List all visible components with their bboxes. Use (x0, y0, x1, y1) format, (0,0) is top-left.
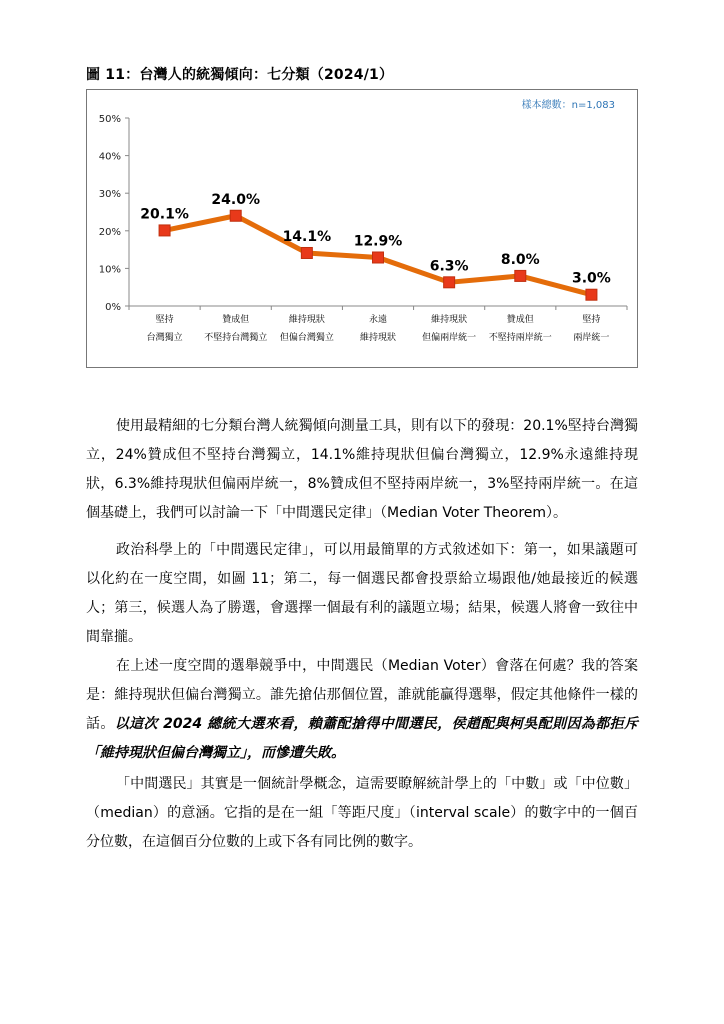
x-category-label: 維持現狀 (359, 333, 397, 343)
x-category-label: 不堅持兩岸統一 (488, 333, 552, 343)
data-label: 12.9% (353, 233, 403, 250)
paragraph-2: 政治科學上的「中間選民定律」，可以用最簡單的方式敘述如下：第一，如果議題可以化約在一度空間，如圖 11；第二，每一個選民都會投票給立場跟他/她最接近的候選人；第三，候選人為了勝選，會選擇一個最有利的議題立場；結果，候選人將會一致往中間靠攏。 (86, 542, 638, 645)
y-tick-label: 40% (98, 151, 121, 163)
data-point (159, 225, 170, 236)
x-category-label: 兩岸統一 (573, 333, 610, 343)
x-category-label: 堅持 (582, 315, 601, 325)
x-category-label: 贊成但 (506, 315, 534, 325)
paragraph-3-plain: 在上述一度空間的選舉競爭中，中間選民（Median Voter）會落在何處？我的答案是：維持現狀但偏台灣獨立。誰先搶佔那個位置，誰就能贏得選舉，假定其他條件一樣的話。 (86, 658, 638, 732)
data-label: 24.0% (211, 191, 261, 208)
x-category-label: 但偏兩岸統一 (422, 333, 477, 343)
data-point (373, 252, 384, 263)
data-point (515, 270, 526, 281)
paragraph-3-emphasis: 以這次 2024 總統大選來看，賴蕭配搶得中間選民，侯趙配與柯吳配則因為都拒斥「維持現狀但偏台灣獨立」，而慘遭失敗。 (86, 716, 639, 761)
data-point (586, 289, 597, 300)
y-tick-label: 10% (98, 264, 121, 276)
paragraph-3 (86, 652, 638, 768)
data-point (301, 247, 312, 258)
x-category-label: 但偏台灣獨立 (279, 333, 334, 343)
y-tick-label: 20% (98, 226, 121, 238)
paragraph-1: 使用最精細的七分類台灣人統獨傾向測量工具，則有以下的發現：20.1%堅持台灣獨立，24%贊成但不堅持台灣獨立，14.1%維持現狀但偏台灣獨立，12.9%永遠維持現狀，6.3%維持現狀但偏兩岸統一，8%贊成但不堅持兩岸統一，3%堅持兩岸統一。在這個基礎上，我們可以討論一下「中間選民定律」（Median Voter Theorem）。 (86, 418, 638, 521)
data-label: 14.1% (282, 228, 332, 245)
x-category-label: 不堅持台灣獨立 (204, 333, 268, 343)
data-label: 3.0% (572, 270, 611, 287)
y-tick-label: 50% (98, 114, 121, 125)
data-label: 6.3% (429, 258, 469, 275)
data-label: 8.0% (500, 251, 540, 268)
paragraph-4: 「中間選民」其實是一個統計學概念，這需要瞭解統計學上的「中數」或「中位數」（median）的意涵。它指的是在一組「等距尺度」（interval scale）的數字中的一個百分位數，在這個百分位數的上或下各有同比例的數字。 (86, 776, 638, 850)
x-category-label: 永遠 (368, 315, 388, 325)
data-label: 20.1% (140, 206, 189, 223)
x-category-label: 台灣獨立 (146, 333, 183, 343)
x-category-label: 維持現狀 (288, 315, 325, 325)
chart-frame (86, 89, 638, 368)
sample-size-note: 樣本總數：n=1,083 (521, 100, 615, 111)
data-point (230, 210, 241, 221)
data-point (444, 277, 455, 288)
figure-title: 圖 11：台灣人的統獨傾向：七分類（2024/1） (86, 67, 394, 83)
line-chart (87, 90, 639, 369)
y-tick-label: 0% (105, 302, 121, 313)
y-tick-label: 30% (98, 189, 121, 201)
x-category-label: 維持現狀 (431, 315, 468, 325)
x-category-label: 堅持 (155, 315, 174, 325)
x-category-label: 贊成但 (222, 315, 250, 325)
